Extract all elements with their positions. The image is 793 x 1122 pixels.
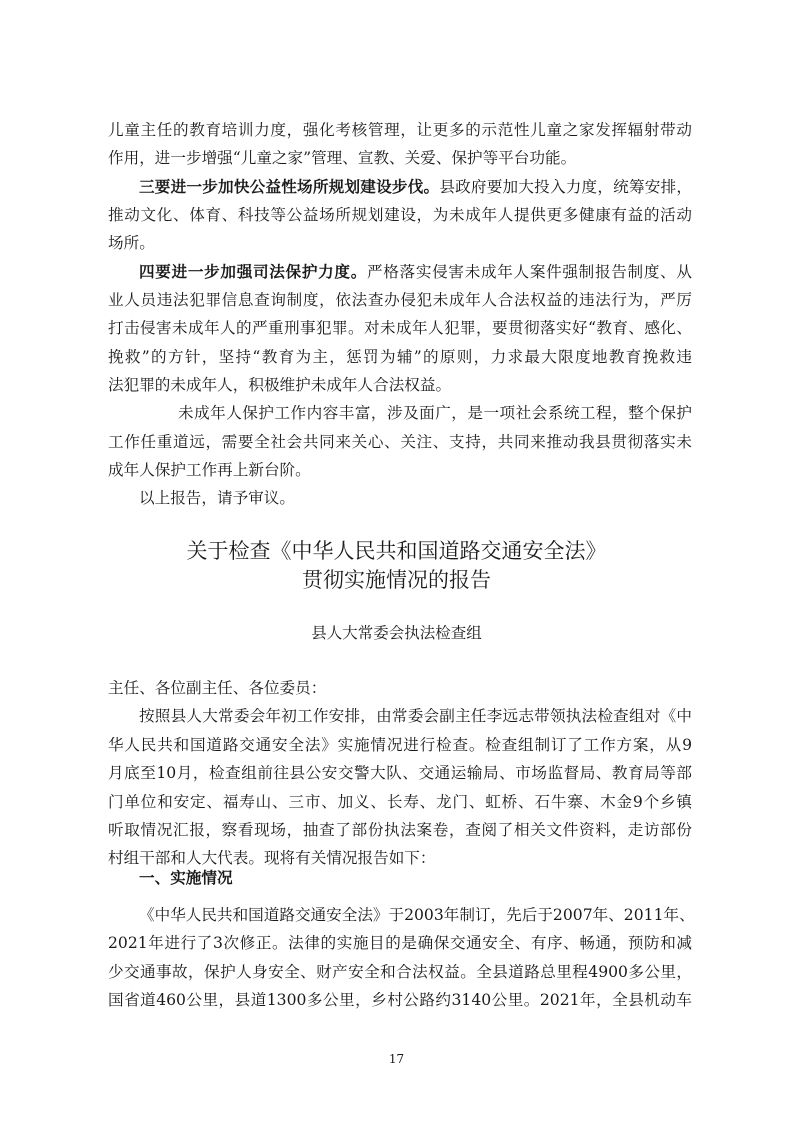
text-line: 场所。 [108,234,155,252]
text-line: 业人员违法犯罪信息查询制度，依法查办侵犯未成年人合法权益的违法行为，严厉 [108,291,692,309]
text-line: 工作任重道远，需要全社会共同来关心、关注、支持，共同来推动我县贯彻落实未 [108,433,692,451]
text: 严格落实侵害未成年人案件强制报告制度、从 [366,263,692,281]
bold-lead: 四要进一步加强司法保护力度。 [139,263,367,281]
text-line: 村组干部和人大代表。现将有关情况报告如下： [108,849,436,867]
text-line: 打击侵害未成年人的严重刑事犯罪。对未成年人犯罪，要贯彻落实好“教育、感化、 [108,319,692,337]
text-line: 2021年进行了3次修正。法律的实施目的是确保交通安全、有序、畅通，预防和减 [108,934,692,952]
text-line: 少交通事故，保护人身安全、财产安全和合法权益。全县道路总里程4900多公里， [108,963,692,981]
text-line: 儿童主任的教育培训力度，强化考核管理，让更多的示范性儿童之家发挥辐射带动 [108,121,692,139]
text-line: 月底至10月，检查组前往县公安交警大队、交通运输局、市场监督局、教育局等部 [108,764,692,782]
section-heading: 一、实施情况 [139,869,233,887]
text: 县政府要加大投入力度，统筹安排， [439,178,692,196]
paragraph-three-line [108,176,692,198]
text-line: 推动文化、体育、科技等公益场所规划建设，为未成年人提供更多健康有益的活动 [108,206,692,224]
text-line: 法犯罪的未成年人，积极维护未成年人合法权益。 [108,376,452,394]
text-line: 华人民共和国道路交通安全法》实施情况进行检查。检查组制订了工作方案，从9 [108,736,692,754]
text-line: 听取情况汇报，察看现场，抽查了部份执法案卷，查阅了相关文件资料，走访部份 [108,821,692,839]
salutation: 主任、各位副主任、各位委员： [108,679,327,697]
report-author: 县人大常委会执法检查组 [311,624,482,642]
report-title: 关于检查《中华人民共和国道路交通安全法》 [186,539,607,563]
text-line: 《中华人民共和国道路交通安全法》于2003年制订，先后于2007年、2011年、 [139,906,695,924]
text-line: 成年人保护工作再上新台阶。 [108,461,311,479]
text-line: 按照县人大常委会年初工作安排，由常委会副主任李远志带领执法检查组对《中 [139,707,692,725]
text-line: 国省道460公里，县道1300多公里，乡村公路约3140公里。2021年，全县机动车 [108,991,692,1009]
paragraph-four-line [108,261,692,283]
report-title-line2: 贯彻实施情况的报告 [302,568,491,592]
text-line: 挽救”的方针，坚持“教育为主，惩罚为辅”的原则，力求最大限度地教育挽救违 [108,348,692,366]
text-line: 未成年人保护工作内容丰富，涉及面广，是一项社会系统工程，整个保护 [178,404,692,422]
page-number: 17 [388,1052,405,1066]
text-line: 门单位和安定、福寿山、三市、加义、长寿、龙门、虹桥、石牛寨、木金9个乡镇 [108,793,692,811]
bold-lead: 三要进一步加快公益性场所规划建设步伐。 [139,178,440,196]
text-line: 作用，进一步增强“儿童之家”管理、宣教、关爱、保护等平台功能。 [108,149,577,167]
closing-line: 以上报告，请予审议。 [139,489,295,507]
